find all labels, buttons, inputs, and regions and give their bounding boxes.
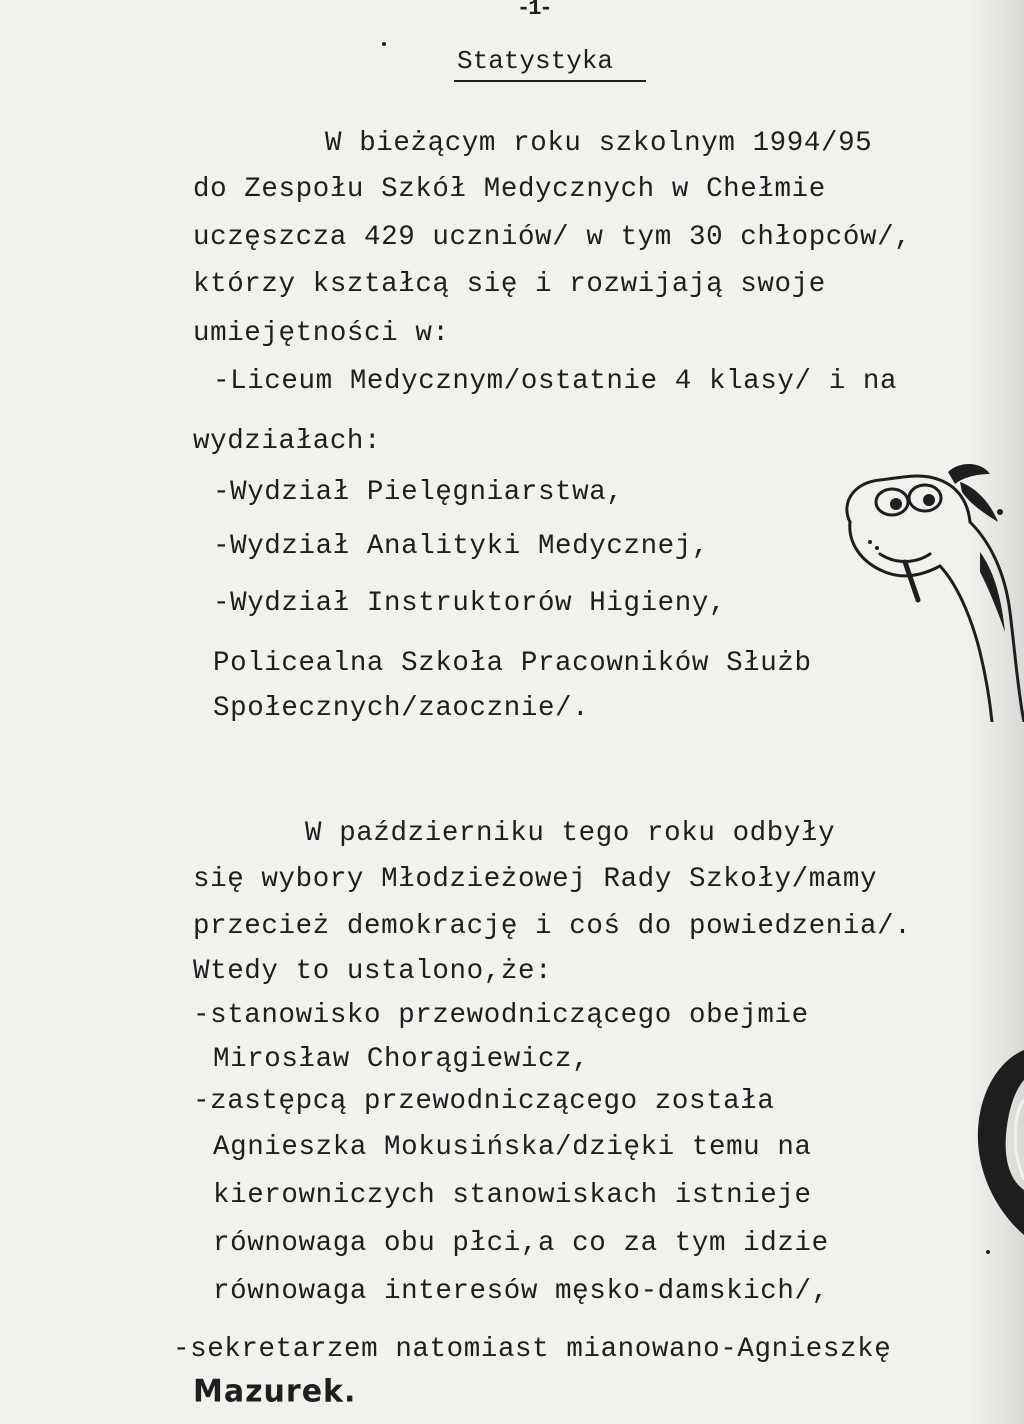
text-line: -Wydział Analityki Medycznej,	[213, 531, 709, 562]
text-line: którzy kształcą się i rozwijają swoje	[193, 269, 826, 300]
text-line: W październiku tego roku odbyły	[305, 818, 836, 849]
ink-speck	[382, 42, 386, 46]
text-line: kierowniczych stanowiskach istnieje	[213, 1180, 812, 1211]
text-line: przecież demokrację i coś do powiedzenia/.	[193, 911, 912, 942]
text-line: W bieżącym roku szkolnym 1994/95	[325, 128, 873, 159]
text-line: -sekretarzem natomiast mianowano-Agnieszkę	[173, 1334, 892, 1365]
text-line: wydziałach:	[193, 426, 382, 457]
title-underline	[454, 80, 646, 82]
text-line: równowaga interesów męsko-damskich/,	[213, 1276, 829, 1307]
page-number: -1-	[517, 0, 551, 21]
cartoon-tail-illustration	[970, 1040, 1024, 1240]
text-line: -Wydział Pielęgniarstwa,	[213, 477, 624, 508]
text-line: Mirosław Chorągiewicz,	[213, 1044, 590, 1075]
text-line: -Wydział Instruktorów Higieny,	[213, 588, 727, 619]
text-line: Społecznych/zaocznie/.	[213, 693, 590, 724]
text-line: -zastępcą przewodniczącego została	[193, 1086, 775, 1117]
text-line: -Liceum Medycznym/ostatnie 4 klasy/ i na	[213, 366, 898, 397]
handwritten-signature: Mazurek.	[193, 1373, 357, 1410]
page-title: Statystyka	[457, 46, 614, 76]
text-line: równowaga obu płci,a co za tym idzie	[213, 1228, 829, 1259]
cartoon-creature-illustration	[830, 462, 1024, 722]
text-line: Agnieszka Mokusińska/dzięki temu na	[213, 1132, 812, 1163]
text-line: się wybory Młodzieżowej Rady Szkoły/mamy	[193, 864, 878, 895]
text-line: do Zespołu Szkół Medycznych w Chełmie	[193, 174, 826, 205]
text-line: uczęszcza 429 uczniów/ w tym 30 chłopców/,	[193, 222, 912, 253]
ink-speck	[986, 1250, 990, 1254]
text-line: Wtedy to ustalono,że:	[193, 956, 553, 987]
text-line: Policealna Szkoła Pracowników Służb	[213, 648, 812, 679]
text-line: umiejętności w:	[193, 318, 450, 349]
text-line: -stanowisko przewodniczącego obejmie	[193, 1000, 809, 1031]
